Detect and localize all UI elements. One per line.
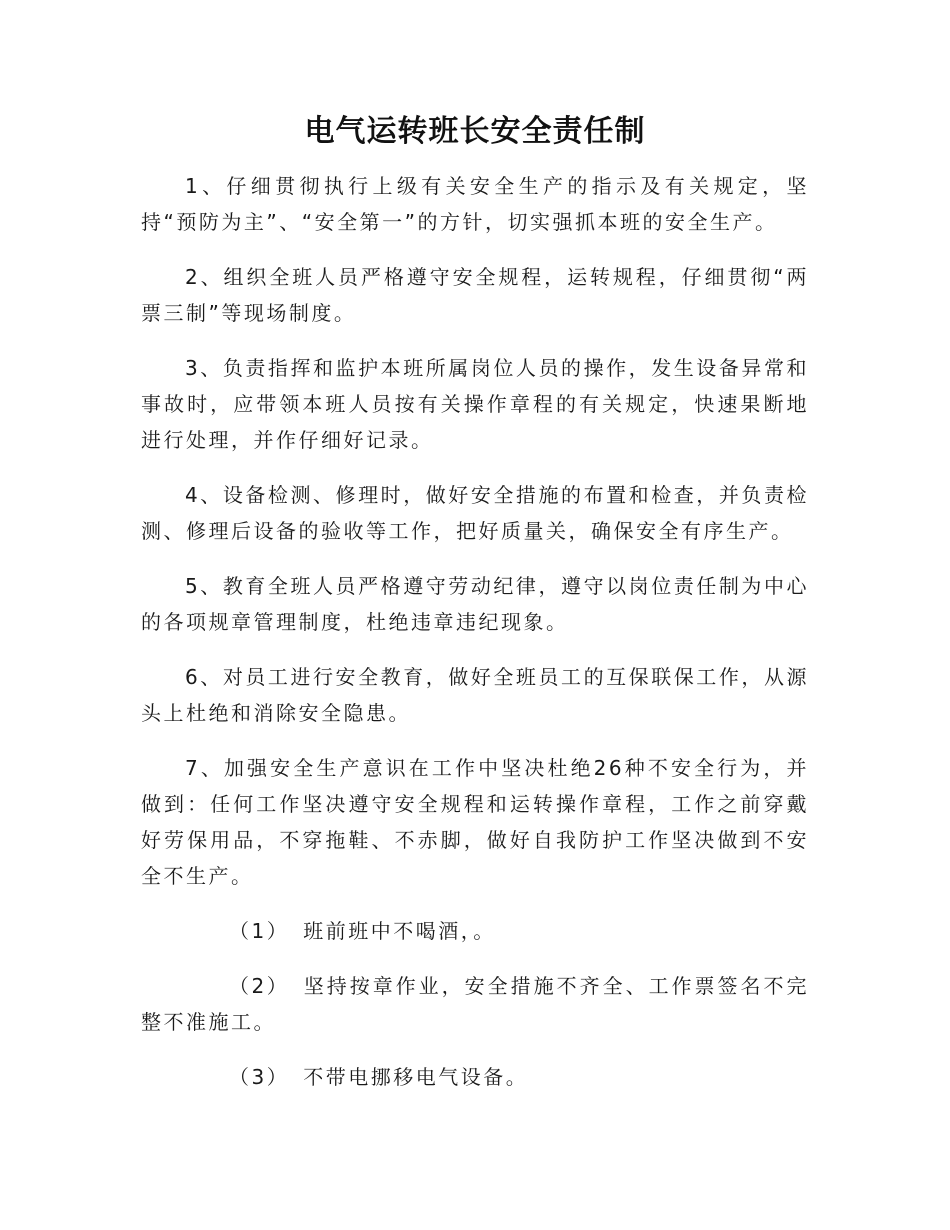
sub-item-number: （3） (229, 1065, 290, 1089)
sub-item-1 (141, 913, 809, 949)
clause-1: 1、仔细贯彻执行上级有关安全生产的指示及有关规定，坚持“预防为主”、“安全第一”的方针，切实强抓本班的安全生产。 (141, 174, 809, 234)
document-body (141, 168, 809, 1114)
clause-4: 4、设备检测、修理时，做好安全措施的布置和检查，并负责检测、修理后设备的验收等工作，把好质量关，确保安全有序生产。 (141, 483, 809, 543)
sub-item-number: （1） (229, 919, 290, 943)
document-title: 电气运转班长安全责任制 (304, 114, 646, 149)
sub-item-text: 班前班中不喝酒，。 (303, 919, 496, 943)
clause-3: 3、负责指挥和监护本班所属岗位人员的操作，发生设备异常和事故时，应带领本班人员按有关操作章程的有关规定，快速果断地进行处理，并作仔细好记录。 (141, 356, 809, 452)
clause-5: 5、教育全班人员严格遵守劳动纪律，遵守以岗位责任制为中心的各项规章管理制度，杜绝违章违纪现象。 (141, 574, 809, 634)
sub-item-3 (141, 1059, 809, 1095)
clause-6: 6、对员工进行安全教育，做好全班员工的互保联保工作，从源头上杜绝和消除安全隐患。 (141, 665, 809, 725)
clause-2: 2、组织全班人员严格遵守安全规程，运转规程，仔细贯彻“两票三制”等现场制度。 (141, 265, 809, 325)
sub-item-text: 不带电挪移电气设备。 (303, 1065, 529, 1089)
sub-item-2 (141, 968, 809, 1040)
sub-item-text: 坚持按章作业，安全措施不齐全、工作票签名不完整不准施工。 (141, 974, 809, 1034)
clause-7: 7、加强安全生产意识在工作中坚决杜绝26种不安全行为，并做到：任何工作坚决遵守安全规程和运转操作章程，工作之前穿戴好劳保用品，不穿拖鞋、不赤脚，做好自我防护工作坚决做到不安全不生产。 (141, 756, 809, 888)
sub-item-number: （2） (229, 974, 290, 998)
